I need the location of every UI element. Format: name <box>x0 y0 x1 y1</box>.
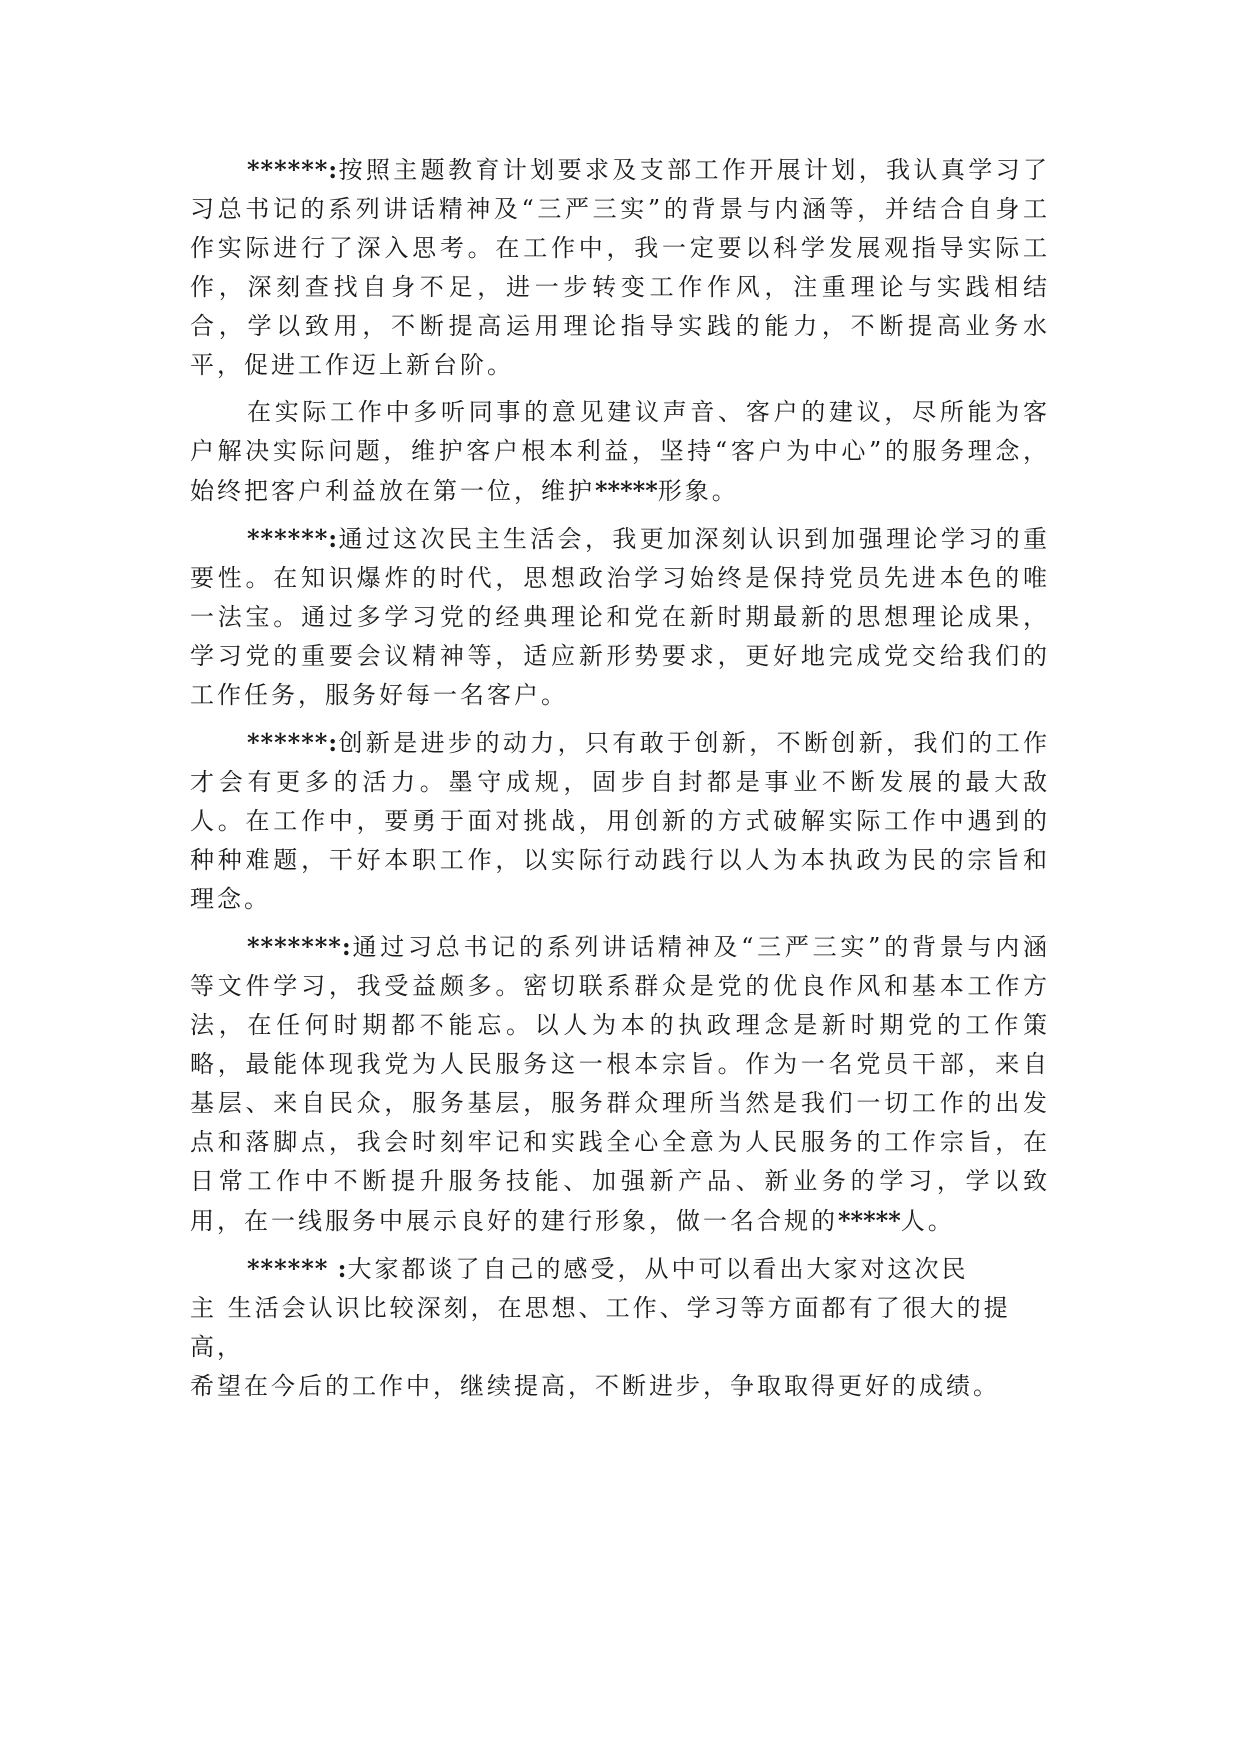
speaker-label: *******: <box>247 932 352 961</box>
paragraph-4 <box>190 723 1050 919</box>
paragraph-3 <box>190 519 1050 715</box>
paragraph-text: 在实际工作中多听同事的意见建议声音、客户的建议，尽所能为客户解决实际问题，维护客户根本利益，坚持“客户为中心”的服务理念，始终把客户利益放在第一位，维护 <box>190 398 1050 505</box>
closing-remarks <box>190 1249 1050 1406</box>
masked-text: ***** <box>595 476 658 505</box>
paragraph-text: 通过习总书记的系列讲话精神及“三严三实”的背景与内涵等文件学习，我受益颇多。密切联系群众是党的优良作风和基本工作方法，在任何时期都不能忘。以人为本的执政理念是新时期党的工作策略，最能体现我党为人民服务这一根本宗旨。作为一名党员干部，来自基层、来自民众，服务基层，服务群众理所当然是我们一切工作的出发点和落脚点，我会时刻牢记和实践全心全意为人民服务的工作宗旨，在日常工作中不断提升服务技能、加强新产品、新业务的学习，学以致用，在一线服务中展示良好的建行形象，做一名合规的 <box>190 933 1050 1235</box>
closing-line-3: 高， <box>190 1333 244 1361</box>
closing-line-1 <box>190 1249 1050 1289</box>
masked-text: ***** <box>838 1206 901 1235</box>
paragraph-text-tail: 形象。 <box>657 477 739 505</box>
speaker-label: ******: <box>247 524 339 553</box>
speaker-label: ****** : <box>247 1254 348 1283</box>
paragraph-text: 创新是进步的动力，只有敢于创新，不断创新，我们的工作才会有更多的活力。墨守成规，固步自封都是事业不断发展的最大敌人。在工作中，要勇于面对挑战，用创新的方式破解实际工作中遇到的种种难题，干好本职工作，以实际行动践行以人为本执政为民的宗旨和理念。 <box>190 729 1050 913</box>
paragraph-5 <box>190 927 1050 1241</box>
closing-line-4: 希望在今后的工作中，继续提高，不断进步，争取取得更好的成绩。 <box>190 1372 1000 1400</box>
paragraph-1 <box>190 150 1050 385</box>
paragraph-text: 按照主题教育计划要求及支部工作开展计划，我认真学习了习总书记的系列讲话精神及“三严三实”的背景与内涵等，并结合自身工作实际进行了深入思考。在工作中，我一定要以科学发展观指导实际工作，深刻查找自身不足，进一步转变工作作风，注重理论与实践相结合，学以致用，不断提高运用理论指导实践的能力，不断提高业务水平，促进工作迈上新台阶。 <box>190 156 1050 379</box>
document-page <box>190 150 1050 1406</box>
paragraph-2 <box>190 393 1050 511</box>
closing-line-2: 主 生活会认识比较深刻，在思想、工作、学习等方面都有了很大的提 <box>190 1294 1011 1322</box>
paragraph-text: 通过这次民主生活会，我更加深刻认识到加强理论学习的重要性。在知识爆炸的时代，思想政治学习始终是保持党员先进本色的唯一法宝。通过多学习党的经典理论和党在新时期最新的思想理论成果，学习党的重要会议精神等，适应新形势要求，更好地完成党交给我们的工作任务，服务好每一名客户。 <box>190 525 1050 709</box>
speaker-label: ******: <box>247 155 339 184</box>
closing-text: 大家都谈了自己的感受，从中可以看出大家对这次民 <box>347 1255 969 1283</box>
speaker-label: ******: <box>247 728 339 757</box>
paragraph-text-tail: 人。 <box>900 1207 955 1235</box>
